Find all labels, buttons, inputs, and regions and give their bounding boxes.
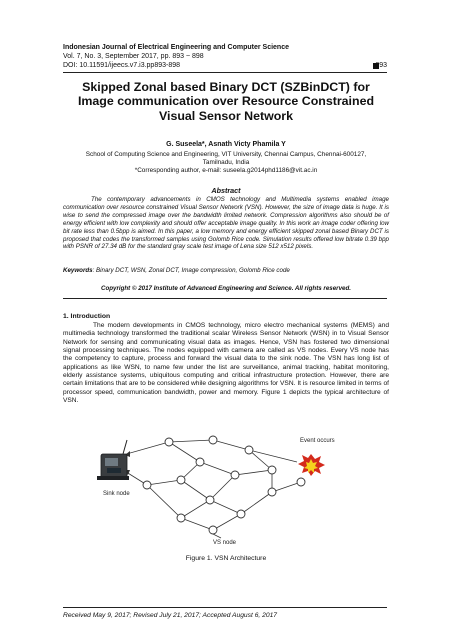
vs-node-6	[231, 471, 239, 479]
vsn-architecture-figure	[63, 430, 389, 548]
vs-node-11	[237, 510, 245, 518]
copyright: Copyright © 2017 Institute of Advanced Engineering and Science. All rights reserved.	[101, 285, 351, 292]
figure-caption: Figure 1. VSN Architecture	[185, 555, 267, 562]
header-rule	[63, 72, 387, 73]
vs-node-2	[196, 458, 204, 466]
link-n11-n12	[241, 492, 272, 514]
vs-node-9	[206, 496, 214, 504]
vs-node-5	[268, 466, 276, 474]
vs-node-14	[209, 526, 217, 534]
authors: G. Suseela*, Asnath Victy Phamila Y	[166, 141, 286, 148]
vs-node-8	[177, 476, 185, 484]
event-occurs-label: Event occurs	[300, 438, 335, 444]
doi: DOI: 10.11591/ijeecs.v7.i3.pp893-898	[63, 62, 181, 69]
link-n9-n6	[210, 475, 235, 500]
link-n9-n11	[210, 500, 241, 514]
abstract-body	[63, 196, 389, 251]
keywords	[63, 267, 389, 275]
page-number: 893	[375, 62, 387, 69]
vs-node-3	[209, 436, 217, 444]
vs-node-12	[268, 488, 276, 496]
link-n12-n13	[272, 482, 301, 492]
affiliation-line-3: *Corresponding author, e-mail: suseela.g2014phd1186@vit.ac.in	[134, 166, 318, 174]
vs-node-10	[177, 514, 185, 522]
affiliation-line-2: Tamilnadu, India	[202, 158, 250, 166]
link-n8-n9	[181, 480, 210, 500]
vs-node-1	[165, 438, 173, 446]
event-star-icon	[298, 454, 325, 476]
sink-node-device	[97, 440, 129, 480]
link-n7-n10	[147, 485, 181, 518]
link-n6-n5	[235, 470, 272, 475]
link-n14-n11	[213, 514, 241, 530]
link-n3-n4	[213, 440, 249, 450]
section-heading-introduction: 1. Introduction	[63, 313, 111, 320]
sink-node-label: Sink node	[103, 491, 130, 497]
affiliation-line-1: School of Computing Science and Engineering, VIT University, Chennai Campus, Chennai-600127,	[85, 151, 367, 158]
vs-nodes	[143, 436, 305, 534]
abstract-text: The contemporary advancements in CMOS technology and Multimedia systems enabled image communication over resource constrained Visual Sensor Network (VSN). However, the size of image data is huge. It is wise to send the compressed image over the bandwidth limited network. Compression algorithms also should be of energy efficient with low complexity and should offer acceptable image quality. In this work an image coder offering low bit rate less than 0.5bpp is aimed. In this paper, a low memory and energy efficient skipped zonal based Binary DCT is proposed that codes the transformed samples using Golomb Rice code. Simulation results offered low bitrate 0.39 bpp with PSNR of 27.34 dB for the standard gray scale test image of Lena size 512 x512 pixels.	[63, 196, 389, 251]
paper-title: Skipped Zonal based Binary DCT (SZBinDCT) for Image communication over Resource Constrained Visual Sensor Network	[77, 80, 375, 123]
link-n7-n8	[147, 480, 181, 485]
vs-node-13	[297, 478, 305, 486]
sink-device-port	[107, 468, 121, 473]
vs-node-4	[245, 446, 253, 454]
keywords-label: Keywords	[63, 267, 93, 274]
volume-info: Vol. 7, No. 3, September 2017, pp. 893 ~ 898	[63, 53, 204, 60]
footer-rule	[63, 607, 387, 608]
abstract-rule	[63, 298, 387, 299]
introduction-body: The modern developments in CMOS technology, micro electro mechanical systems (MEMS) and multimedia technology transformed the traditional scalar Wireless Sensor Network (WSN) in to Visual Sensor Network for sensing and communicating visual data as images. Hence, VSN has fostered two dimensional signal processing techniques. The nodes equipped with camera are called as VS nodes. Every VS node has the competency to capture, process and forward the visual data to the sink node. The VSN has long list of applications as like WSN, to name few under the list are surveillance, animal tracking, habitat monitoring, elderly assistance systems, ubiquitous computing and critical infrastructure protection. However, there are certain limitations that are to be considered while designing algorithms for VSN. It is resource limited in terms of processor speed, communication bandwidth, power and memory. Figure 1 depicts the typical architecture of VSN.	[63, 322, 389, 405]
vs-node-7	[143, 481, 151, 489]
sink-device-base	[97, 476, 129, 480]
link-n1-n3	[169, 440, 213, 442]
sink-device-panel	[105, 458, 118, 466]
journal-name: Indonesian Journal of Electrical Engineering and Computer Science	[63, 44, 289, 51]
vsn-diagram	[63, 430, 389, 548]
vs-node-label: VS node	[213, 540, 237, 546]
link-n2-n6	[200, 462, 235, 475]
abstract-heading: Abstract	[211, 186, 241, 195]
received-dates: Received May 9, 2017; Revised July 21, 2017; Accepted August 6, 2017	[63, 612, 278, 619]
link-n10-n14	[181, 518, 213, 530]
affiliation	[63, 151, 389, 174]
link-n9-n10	[181, 500, 210, 518]
keywords-text: : Binary DCT, WSN, Zonal DCT, Image compression, Golomb Rice code	[92, 267, 290, 274]
vs-node-pointer	[213, 534, 221, 538]
sink-antenna	[123, 440, 127, 454]
link-n1-n2	[169, 442, 200, 462]
